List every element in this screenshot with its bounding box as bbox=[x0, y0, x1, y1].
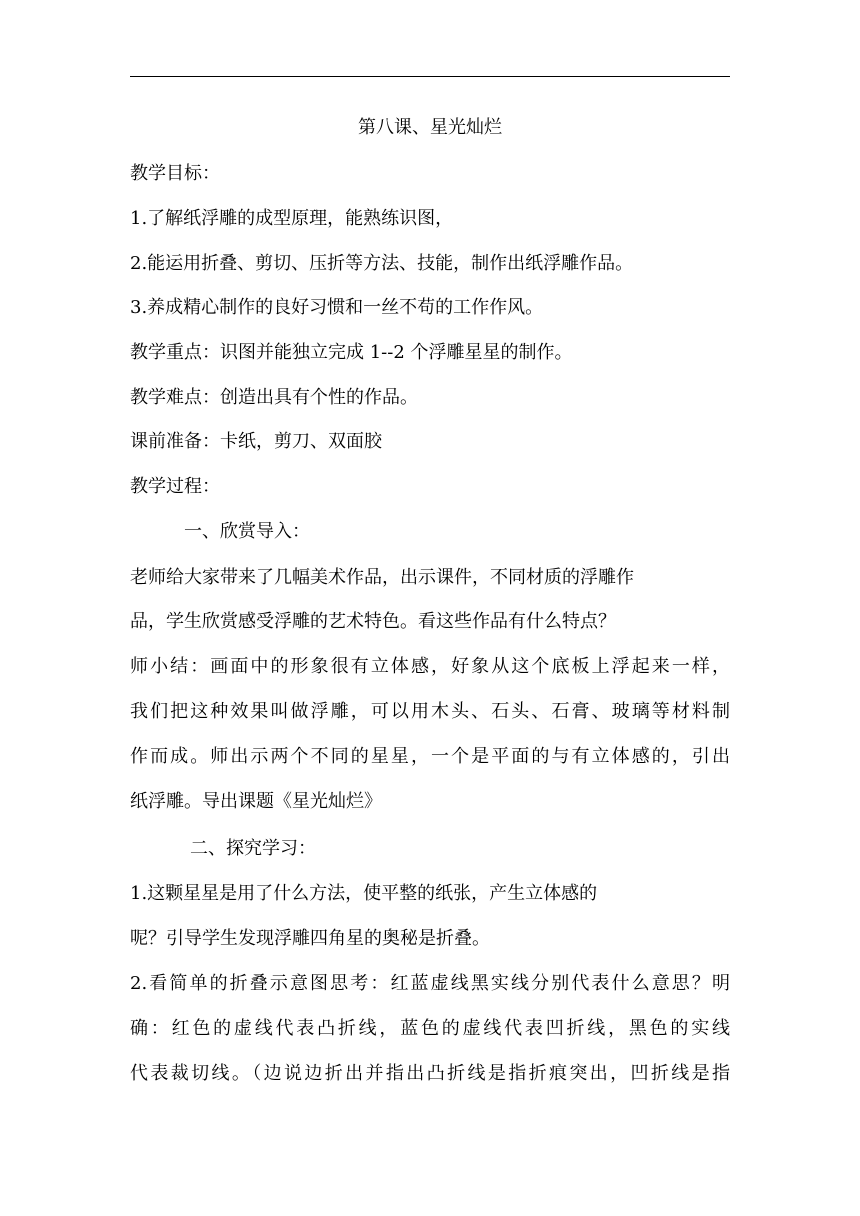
section2-line-4: 确：红色的虚线代表凸折线，蓝色的虚线代表凹折线，黑色的实线 bbox=[130, 1018, 730, 1039]
section2-line-3: 2.看简单的折叠示意图思考：红蓝虚线黑实线分别代表什么意思？明 bbox=[130, 973, 730, 994]
section2-line-2: 呢？引导学生发现浮雕四角星的奥秘是折叠。 bbox=[130, 928, 490, 949]
section1-line-3: 师小结：画面中的形象很有立体感，好象从这个底板上浮起来一样， bbox=[130, 656, 730, 677]
header-rule bbox=[130, 76, 730, 77]
section1-line-2: 品，学生欣赏感受浮雕的艺术特色。看这些作品有什么特点？ bbox=[130, 611, 616, 632]
section2-line-5: 代表裁切线。（边说边折出并指出凸折线是指折痕突出，凹折线是指 bbox=[130, 1063, 730, 1084]
preparation: 课前准备：卡纸，剪刀、双面胶 bbox=[130, 431, 382, 452]
section1-heading: 一、欣赏导入： bbox=[184, 521, 310, 542]
section1-line-1: 老师给大家带来了几幅美术作品，出示课件，不同材质的浮雕作 bbox=[130, 567, 634, 588]
section2-line-1: 1.这颗星星是用了什么方法，使平整的纸张，产生立体感的 bbox=[130, 883, 598, 904]
objectives-heading: 教学目标： bbox=[130, 163, 220, 184]
section1-line-5: 作而成。师出示两个不同的星星，一个是平面的与有立体感的，引出 bbox=[130, 746, 730, 767]
objective-item-2: 2.能运用折叠、剪切、压折等方法、技能，制作出纸浮雕作品。 bbox=[130, 253, 634, 274]
process-heading: 教学过程： bbox=[130, 476, 220, 497]
section1-line-6: 纸浮雕。导出课题《星光灿烂》 bbox=[130, 791, 382, 812]
page-title: 第八课、星光灿烂 bbox=[358, 117, 502, 138]
difficulty: 教学难点：创造出具有个性的作品。 bbox=[130, 387, 418, 408]
section1-line-4: 我们把这种效果叫做浮雕，可以用木头、石头、石膏、玻璃等材料制 bbox=[130, 701, 730, 722]
objective-item-1: 1.了解纸浮雕的成型原理，能熟练识图， bbox=[130, 208, 454, 229]
objective-item-3: 3.养成精心制作的良好习惯和一丝不苟的工作作风。 bbox=[130, 297, 544, 318]
key-point: 教学重点：识图并能独立完成 1--2 个浮雕星星的制作。 bbox=[130, 342, 573, 363]
section2-heading: 二、探究学习： bbox=[190, 838, 316, 859]
